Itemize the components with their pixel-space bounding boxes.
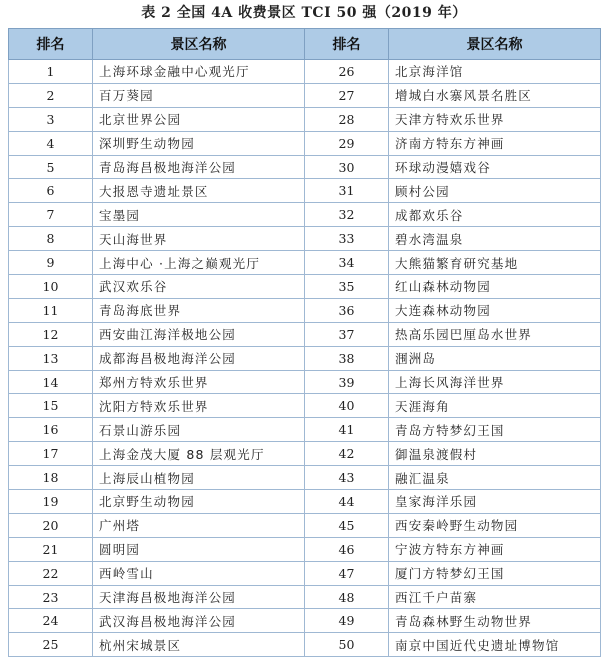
name-cell: 青岛方特梦幻王国 xyxy=(389,418,601,442)
table-row xyxy=(9,346,601,370)
name-cell: 西安秦岭野生动物园 xyxy=(389,513,601,537)
table-row xyxy=(9,131,601,155)
name-cell: 石景山游乐园 xyxy=(93,418,305,442)
name-cell: 融汇温泉 xyxy=(389,466,601,490)
rank-cell: 1 xyxy=(9,60,93,84)
table-row xyxy=(9,394,601,418)
table-row xyxy=(9,370,601,394)
header-row xyxy=(9,29,601,60)
rank-cell: 28 xyxy=(305,107,389,131)
rank-cell: 7 xyxy=(9,203,93,227)
rank-cell: 36 xyxy=(305,298,389,322)
name-cell: 大报恩寺遗址景区 xyxy=(93,179,305,203)
table-row xyxy=(9,227,601,251)
name-cell: 天涯海角 xyxy=(389,394,601,418)
ranking-table xyxy=(8,28,601,657)
name-cell: 热高乐园巴厘岛水世界 xyxy=(389,322,601,346)
name-cell: 御温泉渡假村 xyxy=(389,442,601,466)
name-cell: 天山海世界 xyxy=(93,227,305,251)
rank-cell: 33 xyxy=(305,227,389,251)
rank-cell: 32 xyxy=(305,203,389,227)
name-cell: 郑州方特欢乐世界 xyxy=(93,370,305,394)
name-cell: 沈阳方特欢乐世界 xyxy=(93,394,305,418)
name-cell: 碧水湾温泉 xyxy=(389,227,601,251)
name-cell: 宝墨园 xyxy=(93,203,305,227)
rank-cell: 16 xyxy=(9,418,93,442)
table-row xyxy=(9,298,601,322)
table-row xyxy=(9,561,601,585)
rank-cell: 11 xyxy=(9,298,93,322)
rank-cell: 30 xyxy=(305,155,389,179)
name-cell: 西岭雪山 xyxy=(93,561,305,585)
rank-cell: 18 xyxy=(9,466,93,490)
name-cell: 环球动漫嬉戏谷 xyxy=(389,155,601,179)
rank-cell: 39 xyxy=(305,370,389,394)
name-cell: 上海环球金融中心观光厅 xyxy=(93,60,305,84)
table-caption: 表 2 全国 4A 收费景区 TCI 50 强（2019 年） xyxy=(141,5,467,21)
name-cell: 青岛森林野生动物世界 xyxy=(389,609,601,633)
name-cell: 成都海昌极地海洋公园 xyxy=(93,346,305,370)
rank-cell: 25 xyxy=(9,633,93,657)
table-row xyxy=(9,513,601,537)
table-row xyxy=(9,633,601,657)
rank-cell: 50 xyxy=(305,633,389,657)
table-row xyxy=(9,83,601,107)
table-row xyxy=(9,466,601,490)
table-row xyxy=(9,60,601,84)
rank-cell: 38 xyxy=(305,346,389,370)
header-name-left: 景区名称 xyxy=(93,29,305,60)
name-cell: 深圳野生动物园 xyxy=(93,131,305,155)
name-cell: 北京海洋馆 xyxy=(389,60,601,84)
table-row xyxy=(9,490,601,514)
rank-cell: 35 xyxy=(305,275,389,299)
name-cell: 百万葵园 xyxy=(93,83,305,107)
rank-cell: 37 xyxy=(305,322,389,346)
name-cell: 济南方特东方神画 xyxy=(389,131,601,155)
name-cell: 圆明园 xyxy=(93,537,305,561)
rank-cell: 13 xyxy=(9,346,93,370)
name-cell: 成都欢乐谷 xyxy=(389,203,601,227)
table-row xyxy=(9,203,601,227)
name-cell: 上海中心 ·上海之巅观光厅 xyxy=(93,251,305,275)
table-row xyxy=(9,155,601,179)
table-row xyxy=(9,537,601,561)
rank-cell: 45 xyxy=(305,513,389,537)
rank-cell: 2 xyxy=(9,83,93,107)
name-cell: 涠洲岛 xyxy=(389,346,601,370)
rank-cell: 47 xyxy=(305,561,389,585)
name-cell: 青岛海昌极地海洋公园 xyxy=(93,155,305,179)
table-row xyxy=(9,107,601,131)
name-cell: 天津海昌极地海洋公园 xyxy=(93,585,305,609)
name-cell: 天津方特欢乐世界 xyxy=(389,107,601,131)
rank-cell: 3 xyxy=(9,107,93,131)
name-cell: 顾村公园 xyxy=(389,179,601,203)
rank-cell: 23 xyxy=(9,585,93,609)
name-cell: 上海金茂大厦 88 层观光厅 xyxy=(93,442,305,466)
rank-cell: 24 xyxy=(9,609,93,633)
rank-cell: 4 xyxy=(9,131,93,155)
rank-cell: 31 xyxy=(305,179,389,203)
rank-cell: 14 xyxy=(9,370,93,394)
header-name-right: 景区名称 xyxy=(389,29,601,60)
name-cell: 上海长风海洋世界 xyxy=(389,370,601,394)
name-cell: 厦门方特梦幻王国 xyxy=(389,561,601,585)
name-cell: 大熊猫繁育研究基地 xyxy=(389,251,601,275)
name-cell: 上海辰山植物园 xyxy=(93,466,305,490)
rank-cell: 5 xyxy=(9,155,93,179)
rank-cell: 22 xyxy=(9,561,93,585)
rank-cell: 27 xyxy=(305,83,389,107)
header-rank-right: 排名 xyxy=(305,29,389,60)
name-cell: 北京世界公园 xyxy=(93,107,305,131)
name-cell: 南京中国近代史遗址博物馆 xyxy=(389,633,601,657)
name-cell: 红山森林动物园 xyxy=(389,275,601,299)
name-cell: 宁波方特东方神画 xyxy=(389,537,601,561)
name-cell: 增城白水寨风景名胜区 xyxy=(389,83,601,107)
table-row xyxy=(9,322,601,346)
rank-cell: 46 xyxy=(305,537,389,561)
table-row xyxy=(9,179,601,203)
rank-cell: 8 xyxy=(9,227,93,251)
rank-cell: 17 xyxy=(9,442,93,466)
table-row xyxy=(9,609,601,633)
table-row xyxy=(9,418,601,442)
rank-cell: 19 xyxy=(9,490,93,514)
name-cell: 青岛海底世界 xyxy=(93,298,305,322)
rank-cell: 49 xyxy=(305,609,389,633)
name-cell: 西安曲江海洋极地公园 xyxy=(93,322,305,346)
rank-cell: 6 xyxy=(9,179,93,203)
name-cell: 西江千户苗寨 xyxy=(389,585,601,609)
rank-cell: 40 xyxy=(305,394,389,418)
rank-cell: 21 xyxy=(9,537,93,561)
table-row xyxy=(9,275,601,299)
rank-cell: 29 xyxy=(305,131,389,155)
rank-cell: 10 xyxy=(9,275,93,299)
rank-cell: 15 xyxy=(9,394,93,418)
name-cell: 大连森林动物园 xyxy=(389,298,601,322)
rank-cell: 41 xyxy=(305,418,389,442)
rank-cell: 34 xyxy=(305,251,389,275)
name-cell: 武汉海昌极地海洋公园 xyxy=(93,609,305,633)
rank-cell: 26 xyxy=(305,60,389,84)
rank-cell: 48 xyxy=(305,585,389,609)
name-cell: 皇家海洋乐园 xyxy=(389,490,601,514)
table-row xyxy=(9,442,601,466)
rank-cell: 20 xyxy=(9,513,93,537)
name-cell: 北京野生动物园 xyxy=(93,490,305,514)
header-rank-left: 排名 xyxy=(9,29,93,60)
name-cell: 武汉欢乐谷 xyxy=(93,275,305,299)
rank-cell: 12 xyxy=(9,322,93,346)
name-cell: 杭州宋城景区 xyxy=(93,633,305,657)
rank-cell: 43 xyxy=(305,466,389,490)
name-cell: 广州塔 xyxy=(93,513,305,537)
rank-cell: 42 xyxy=(305,442,389,466)
table-row xyxy=(9,585,601,609)
table-row xyxy=(9,251,601,275)
rank-cell: 44 xyxy=(305,490,389,514)
rank-cell: 9 xyxy=(9,251,93,275)
